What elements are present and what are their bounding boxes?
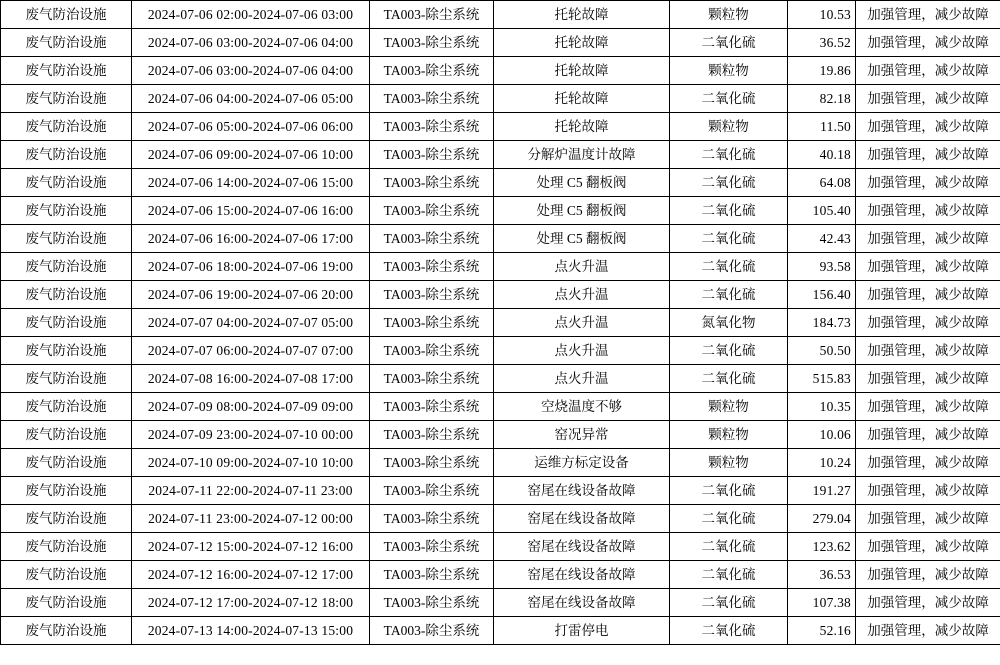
table-row [1,29,1000,57]
cell-value: 10.06 [788,421,856,449]
cell-measure: 加强管理，减少故障 [856,309,1000,337]
cell-pollutant: 二氧化硫 [670,85,788,113]
table-row [1,617,1000,645]
cell-value: 42.43 [788,225,856,253]
cell-period: 2024-07-11 23:00-2024-07-12 00:00 [132,505,370,533]
table-row [1,589,1000,617]
cell-period: 2024-07-10 09:00-2024-07-10 10:00 [132,449,370,477]
cell-reason: 点火升温 [494,337,670,365]
cell-system: TA003-除尘系统 [370,29,494,57]
cell-system: TA003-除尘系统 [370,477,494,505]
cell-measure: 加强管理，减少故障 [856,477,1000,505]
cell-pollutant: 二氧化硫 [670,365,788,393]
cell-value: 184.73 [788,309,856,337]
cell-pollutant: 二氧化硫 [670,225,788,253]
cell-value: 107.38 [788,589,856,617]
cell-value: 105.40 [788,197,856,225]
cell-facility: 废气防治设施 [1,309,132,337]
cell-system: TA003-除尘系统 [370,197,494,225]
cell-facility: 废气防治设施 [1,617,132,645]
table-row [1,309,1000,337]
cell-system: TA003-除尘系统 [370,57,494,85]
cell-measure: 加强管理，减少故障 [856,197,1000,225]
table-body [1,1,1000,645]
cell-system: TA003-除尘系统 [370,337,494,365]
cell-reason: 托轮故障 [494,85,670,113]
table-row [1,449,1000,477]
cell-facility: 废气防治设施 [1,533,132,561]
table-row [1,1,1000,29]
cell-period: 2024-07-07 04:00-2024-07-07 05:00 [132,309,370,337]
cell-measure: 加强管理，减少故障 [856,57,1000,85]
cell-reason: 运维方标定设备 [494,449,670,477]
cell-pollutant: 二氧化硫 [670,477,788,505]
cell-period: 2024-07-12 16:00-2024-07-12 17:00 [132,561,370,589]
cell-pollutant: 颗粒物 [670,1,788,29]
cell-pollutant: 二氧化硫 [670,337,788,365]
cell-value: 156.40 [788,281,856,309]
cell-reason: 窑尾在线设备故障 [494,533,670,561]
cell-measure: 加强管理，减少故障 [856,225,1000,253]
cell-reason: 处理 C5 翻板阀 [494,169,670,197]
cell-facility: 废气防治设施 [1,85,132,113]
cell-pollutant: 二氧化硫 [670,197,788,225]
cell-reason: 窑尾在线设备故障 [494,561,670,589]
cell-pollutant: 颗粒物 [670,449,788,477]
cell-system: TA003-除尘系统 [370,1,494,29]
cell-value: 279.04 [788,505,856,533]
cell-system: TA003-除尘系统 [370,253,494,281]
cell-facility: 废气防治设施 [1,589,132,617]
cell-facility: 废气防治设施 [1,225,132,253]
cell-pollutant: 二氧化硫 [670,617,788,645]
cell-facility: 废气防治设施 [1,253,132,281]
cell-period: 2024-07-13 14:00-2024-07-13 15:00 [132,617,370,645]
cell-pollutant: 二氧化硫 [670,29,788,57]
cell-measure: 加强管理，减少故障 [856,365,1000,393]
cell-pollutant: 二氧化硫 [670,281,788,309]
cell-pollutant: 颗粒物 [670,113,788,141]
cell-facility: 废气防治设施 [1,477,132,505]
cell-reason: 托轮故障 [494,29,670,57]
cell-system: TA003-除尘系统 [370,617,494,645]
cell-value: 36.53 [788,561,856,589]
cell-period: 2024-07-06 15:00-2024-07-06 16:00 [132,197,370,225]
cell-measure: 加强管理，减少故障 [856,141,1000,169]
cell-facility: 废气防治设施 [1,113,132,141]
cell-facility: 废气防治设施 [1,337,132,365]
cell-pollutant: 颗粒物 [670,57,788,85]
cell-system: TA003-除尘系统 [370,225,494,253]
cell-value: 191.27 [788,477,856,505]
cell-reason: 处理 C5 翻板阀 [494,197,670,225]
cell-value: 50.50 [788,337,856,365]
cell-measure: 加强管理，减少故障 [856,617,1000,645]
cell-pollutant: 二氧化硫 [670,253,788,281]
cell-value: 10.35 [788,393,856,421]
table-row [1,253,1000,281]
cell-period: 2024-07-08 16:00-2024-07-08 17:00 [132,365,370,393]
cell-facility: 废气防治设施 [1,281,132,309]
cell-reason: 托轮故障 [494,57,670,85]
cell-measure: 加强管理，减少故障 [856,393,1000,421]
cell-reason: 点火升温 [494,309,670,337]
cell-measure: 加强管理，减少故障 [856,421,1000,449]
table-row [1,337,1000,365]
cell-measure: 加强管理，减少故障 [856,533,1000,561]
cell-measure: 加强管理，减少故障 [856,85,1000,113]
table-row [1,141,1000,169]
table-row [1,57,1000,85]
cell-reason: 窑尾在线设备故障 [494,505,670,533]
table-row [1,365,1000,393]
cell-measure: 加强管理，减少故障 [856,253,1000,281]
cell-reason: 处理 C5 翻板阀 [494,225,670,253]
cell-measure: 加强管理，减少故障 [856,589,1000,617]
cell-facility: 废气防治设施 [1,421,132,449]
cell-pollutant: 二氧化硫 [670,561,788,589]
table-row [1,477,1000,505]
cell-pollutant: 二氧化硫 [670,169,788,197]
cell-system: TA003-除尘系统 [370,449,494,477]
cell-reason: 窑尾在线设备故障 [494,477,670,505]
cell-pollutant: 二氧化硫 [670,505,788,533]
cell-facility: 废气防治设施 [1,505,132,533]
table-row [1,533,1000,561]
cell-period: 2024-07-06 02:00-2024-07-06 03:00 [132,1,370,29]
cell-facility: 废气防治设施 [1,449,132,477]
cell-period: 2024-07-06 03:00-2024-07-06 04:00 [132,29,370,57]
cell-system: TA003-除尘系统 [370,421,494,449]
cell-value: 82.18 [788,85,856,113]
cell-period: 2024-07-06 18:00-2024-07-06 19:00 [132,253,370,281]
cell-pollutant: 颗粒物 [670,393,788,421]
cell-system: TA003-除尘系统 [370,365,494,393]
table-row [1,169,1000,197]
cell-period: 2024-07-09 23:00-2024-07-10 00:00 [132,421,370,449]
cell-value: 40.18 [788,141,856,169]
cell-measure: 加强管理，减少故障 [856,29,1000,57]
cell-value: 19.86 [788,57,856,85]
cell-measure: 加强管理，减少故障 [856,505,1000,533]
cell-period: 2024-07-12 17:00-2024-07-12 18:00 [132,589,370,617]
cell-system: TA003-除尘系统 [370,561,494,589]
cell-value: 11.50 [788,113,856,141]
cell-measure: 加强管理，减少故障 [856,169,1000,197]
cell-measure: 加强管理，减少故障 [856,1,1000,29]
cell-reason: 窑况异常 [494,421,670,449]
cell-system: TA003-除尘系统 [370,533,494,561]
cell-system: TA003-除尘系统 [370,589,494,617]
cell-pollutant: 二氧化硫 [670,589,788,617]
cell-pollutant: 颗粒物 [670,421,788,449]
cell-reason: 空烧温度不够 [494,393,670,421]
cell-period: 2024-07-06 19:00-2024-07-06 20:00 [132,281,370,309]
cell-system: TA003-除尘系统 [370,281,494,309]
cell-facility: 废气防治设施 [1,365,132,393]
cell-value: 10.24 [788,449,856,477]
cell-system: TA003-除尘系统 [370,169,494,197]
cell-value: 52.16 [788,617,856,645]
cell-system: TA003-除尘系统 [370,393,494,421]
cell-period: 2024-07-12 15:00-2024-07-12 16:00 [132,533,370,561]
cell-period: 2024-07-06 09:00-2024-07-06 10:00 [132,141,370,169]
table-row [1,281,1000,309]
cell-value: 36.52 [788,29,856,57]
cell-facility: 废气防治设施 [1,393,132,421]
cell-period: 2024-07-06 16:00-2024-07-06 17:00 [132,225,370,253]
cell-value: 515.83 [788,365,856,393]
cell-reason: 打雷停电 [494,617,670,645]
cell-measure: 加强管理，减少故障 [856,337,1000,365]
cell-measure: 加强管理，减少故障 [856,113,1000,141]
cell-system: TA003-除尘系统 [370,505,494,533]
cell-measure: 加强管理，减少故障 [856,561,1000,589]
cell-period: 2024-07-06 14:00-2024-07-06 15:00 [132,169,370,197]
cell-facility: 废气防治设施 [1,57,132,85]
cell-value: 64.08 [788,169,856,197]
table-row [1,85,1000,113]
table-row [1,421,1000,449]
cell-period: 2024-07-09 08:00-2024-07-09 09:00 [132,393,370,421]
cell-reason: 托轮故障 [494,113,670,141]
cell-facility: 废气防治设施 [1,197,132,225]
cell-pollutant: 二氧化硫 [670,533,788,561]
cell-period: 2024-07-06 05:00-2024-07-06 06:00 [132,113,370,141]
cell-reason: 窑尾在线设备故障 [494,589,670,617]
table-row [1,393,1000,421]
cell-facility: 废气防治设施 [1,169,132,197]
cell-period: 2024-07-07 06:00-2024-07-07 07:00 [132,337,370,365]
cell-facility: 废气防治设施 [1,141,132,169]
cell-measure: 加强管理，减少故障 [856,281,1000,309]
cell-period: 2024-07-06 03:00-2024-07-06 04:00 [132,57,370,85]
cell-facility: 废气防治设施 [1,561,132,589]
cell-reason: 点火升温 [494,281,670,309]
cell-measure: 加强管理，减少故障 [856,449,1000,477]
cell-facility: 废气防治设施 [1,29,132,57]
cell-facility: 废气防治设施 [1,1,132,29]
cell-system: TA003-除尘系统 [370,113,494,141]
cell-value: 123.62 [788,533,856,561]
cell-system: TA003-除尘系统 [370,141,494,169]
table-row [1,561,1000,589]
cell-reason: 分解炉温度计故障 [494,141,670,169]
table-row [1,225,1000,253]
cell-pollutant: 氮氧化物 [670,309,788,337]
cell-pollutant: 二氧化硫 [670,141,788,169]
cell-system: TA003-除尘系统 [370,85,494,113]
cell-value: 10.53 [788,1,856,29]
cell-period: 2024-07-11 22:00-2024-07-11 23:00 [132,477,370,505]
cell-reason: 托轮故障 [494,1,670,29]
table-row [1,197,1000,225]
cell-value: 93.58 [788,253,856,281]
cell-system: TA003-除尘系统 [370,309,494,337]
cell-reason: 点火升温 [494,253,670,281]
cell-period: 2024-07-06 04:00-2024-07-06 05:00 [132,85,370,113]
table-row [1,505,1000,533]
cell-reason: 点火升温 [494,365,670,393]
table-row [1,113,1000,141]
